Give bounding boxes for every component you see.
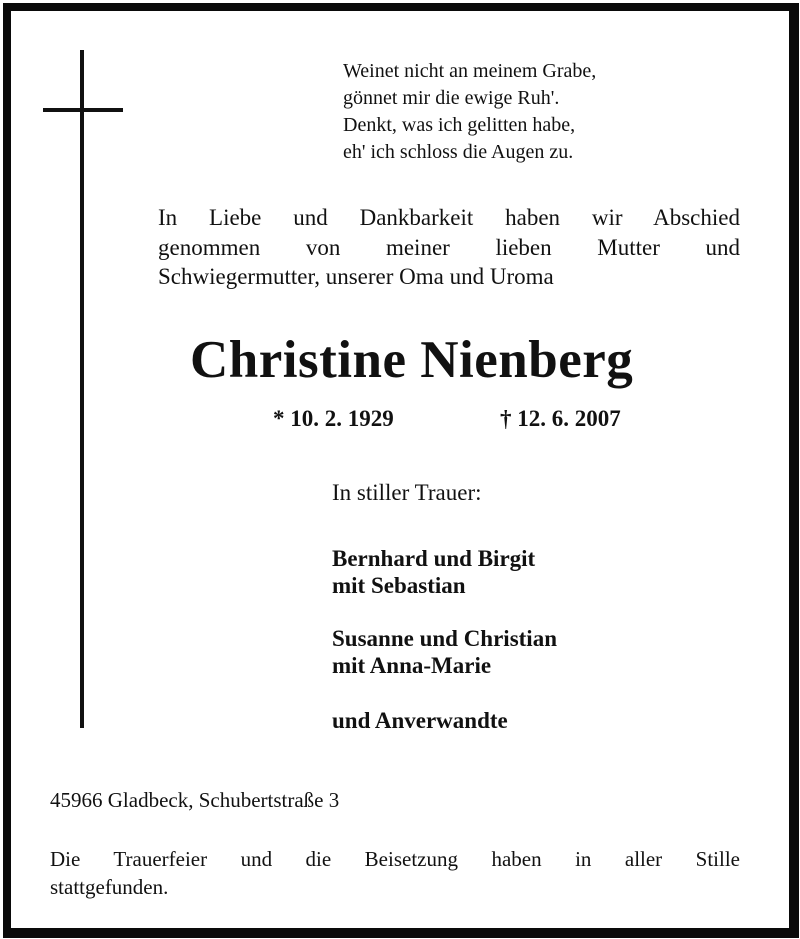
mourner-line: und Anverwandte (332, 708, 508, 733)
notice-line: stattgefunden. (50, 875, 169, 899)
cross-symbol-horizontal (43, 108, 123, 112)
mourner-line: mit Sebastian (332, 573, 466, 598)
mourner-group (332, 707, 508, 734)
mourner-group (332, 625, 557, 679)
intro-line: In Liebe und Dankbarkeit haben wir Abschied (158, 205, 740, 230)
poem-line: Weinet nicht an meinem Grabe, (343, 60, 597, 82)
address: 45966 Gladbeck, Schubertstraße 3 (50, 788, 340, 812)
mourner-group (332, 545, 535, 599)
intro-text (158, 203, 740, 292)
intro-line: genommen von meiner lieben Mutter und (158, 234, 740, 260)
mourner-line: mit Anna-Marie (332, 653, 492, 678)
poem-line: Denkt, was ich gelitten habe, (343, 114, 576, 136)
funeral-notice (50, 845, 740, 901)
deceased-name: Christine Nienberg (190, 331, 634, 389)
cross-symbol-vertical (80, 50, 84, 728)
mourner-line: Susanne und Christian (332, 626, 557, 651)
birth-date: * 10. 2. 1929 (273, 406, 394, 431)
mourning-label: In stiller Trauer: (332, 480, 482, 505)
mourner-line: Bernhard und Birgit (332, 546, 536, 571)
poem-verse (343, 58, 596, 166)
death-date: † 12. 6. 2007 (500, 406, 621, 431)
poem-line: gönnet mir die ewige Ruh'. (343, 87, 560, 109)
notice-line: Die Trauerfeier und die Beisetzung haben in aller Stille (50, 847, 740, 871)
intro-line: Schwiegermutter, unserer Oma und Uroma (158, 264, 554, 289)
poem-line: eh' ich schloss die Augen zu. (343, 141, 574, 163)
